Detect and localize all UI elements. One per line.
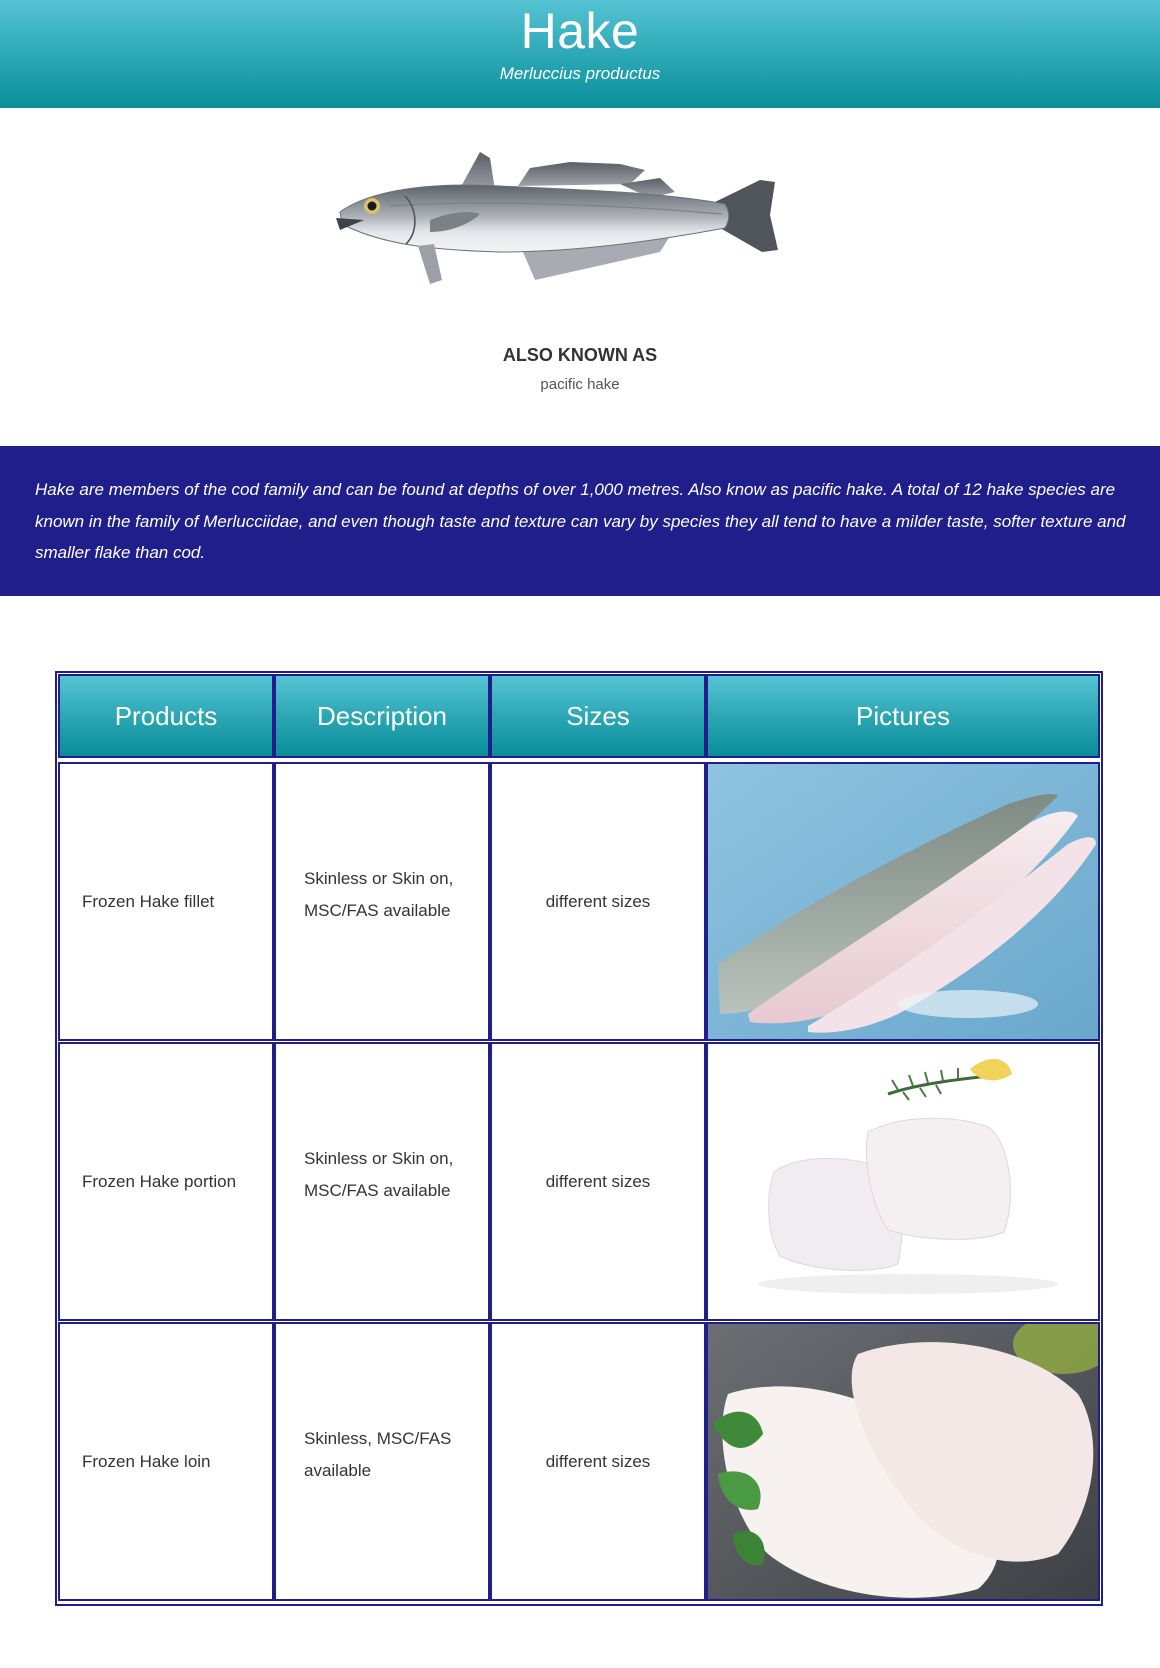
- table-row-description: Skinless or Skin on, MSC/FAS available: [274, 1042, 490, 1321]
- page-subtitle: Merluccius productus: [499, 64, 661, 83]
- table-row-product: Frozen Hake portion: [58, 1042, 274, 1321]
- table-header-description: Description: [274, 674, 490, 758]
- table-row-product: Frozen Hake loin: [58, 1322, 274, 1601]
- table-header-pictures: Pictures: [706, 674, 1100, 758]
- hake-fish-illustration: [330, 140, 830, 310]
- table-row-description: Skinless or Skin on, MSC/FAS available: [274, 762, 490, 1041]
- table-row-sizes: different sizes: [490, 1322, 706, 1601]
- hake-fillet-photo: [706, 762, 1100, 1041]
- hake-loin-photo: [706, 1322, 1100, 1601]
- table-row-sizes: different sizes: [490, 762, 706, 1041]
- table-row-description: Skinless, MSC/FAS available: [274, 1322, 490, 1601]
- table-row-product: Frozen Hake fillet: [58, 762, 274, 1041]
- page-header: [0, 0, 1160, 108]
- species-description: Hake are members of the cod family and can be found at depths of over 1,000 metres. Also know as pacific hake. A total of 12 hake species are known in the family of Merlucciidae, and even though taste and texture can vary by species they all tend to have a milder taste, softer texture and smaller flake than cod.: [0, 446, 1160, 596]
- also-known-as-heading: ALSO KNOWN AS: [502, 345, 658, 365]
- also-known-as-value: pacific hake: [540, 376, 620, 393]
- table-row-sizes: different sizes: [490, 1042, 706, 1321]
- table-header-products: Products: [58, 674, 274, 758]
- table-header-sizes: Sizes: [490, 674, 706, 758]
- page-title: Hake: [520, 3, 640, 59]
- hake-portion-photo: [706, 1042, 1100, 1321]
